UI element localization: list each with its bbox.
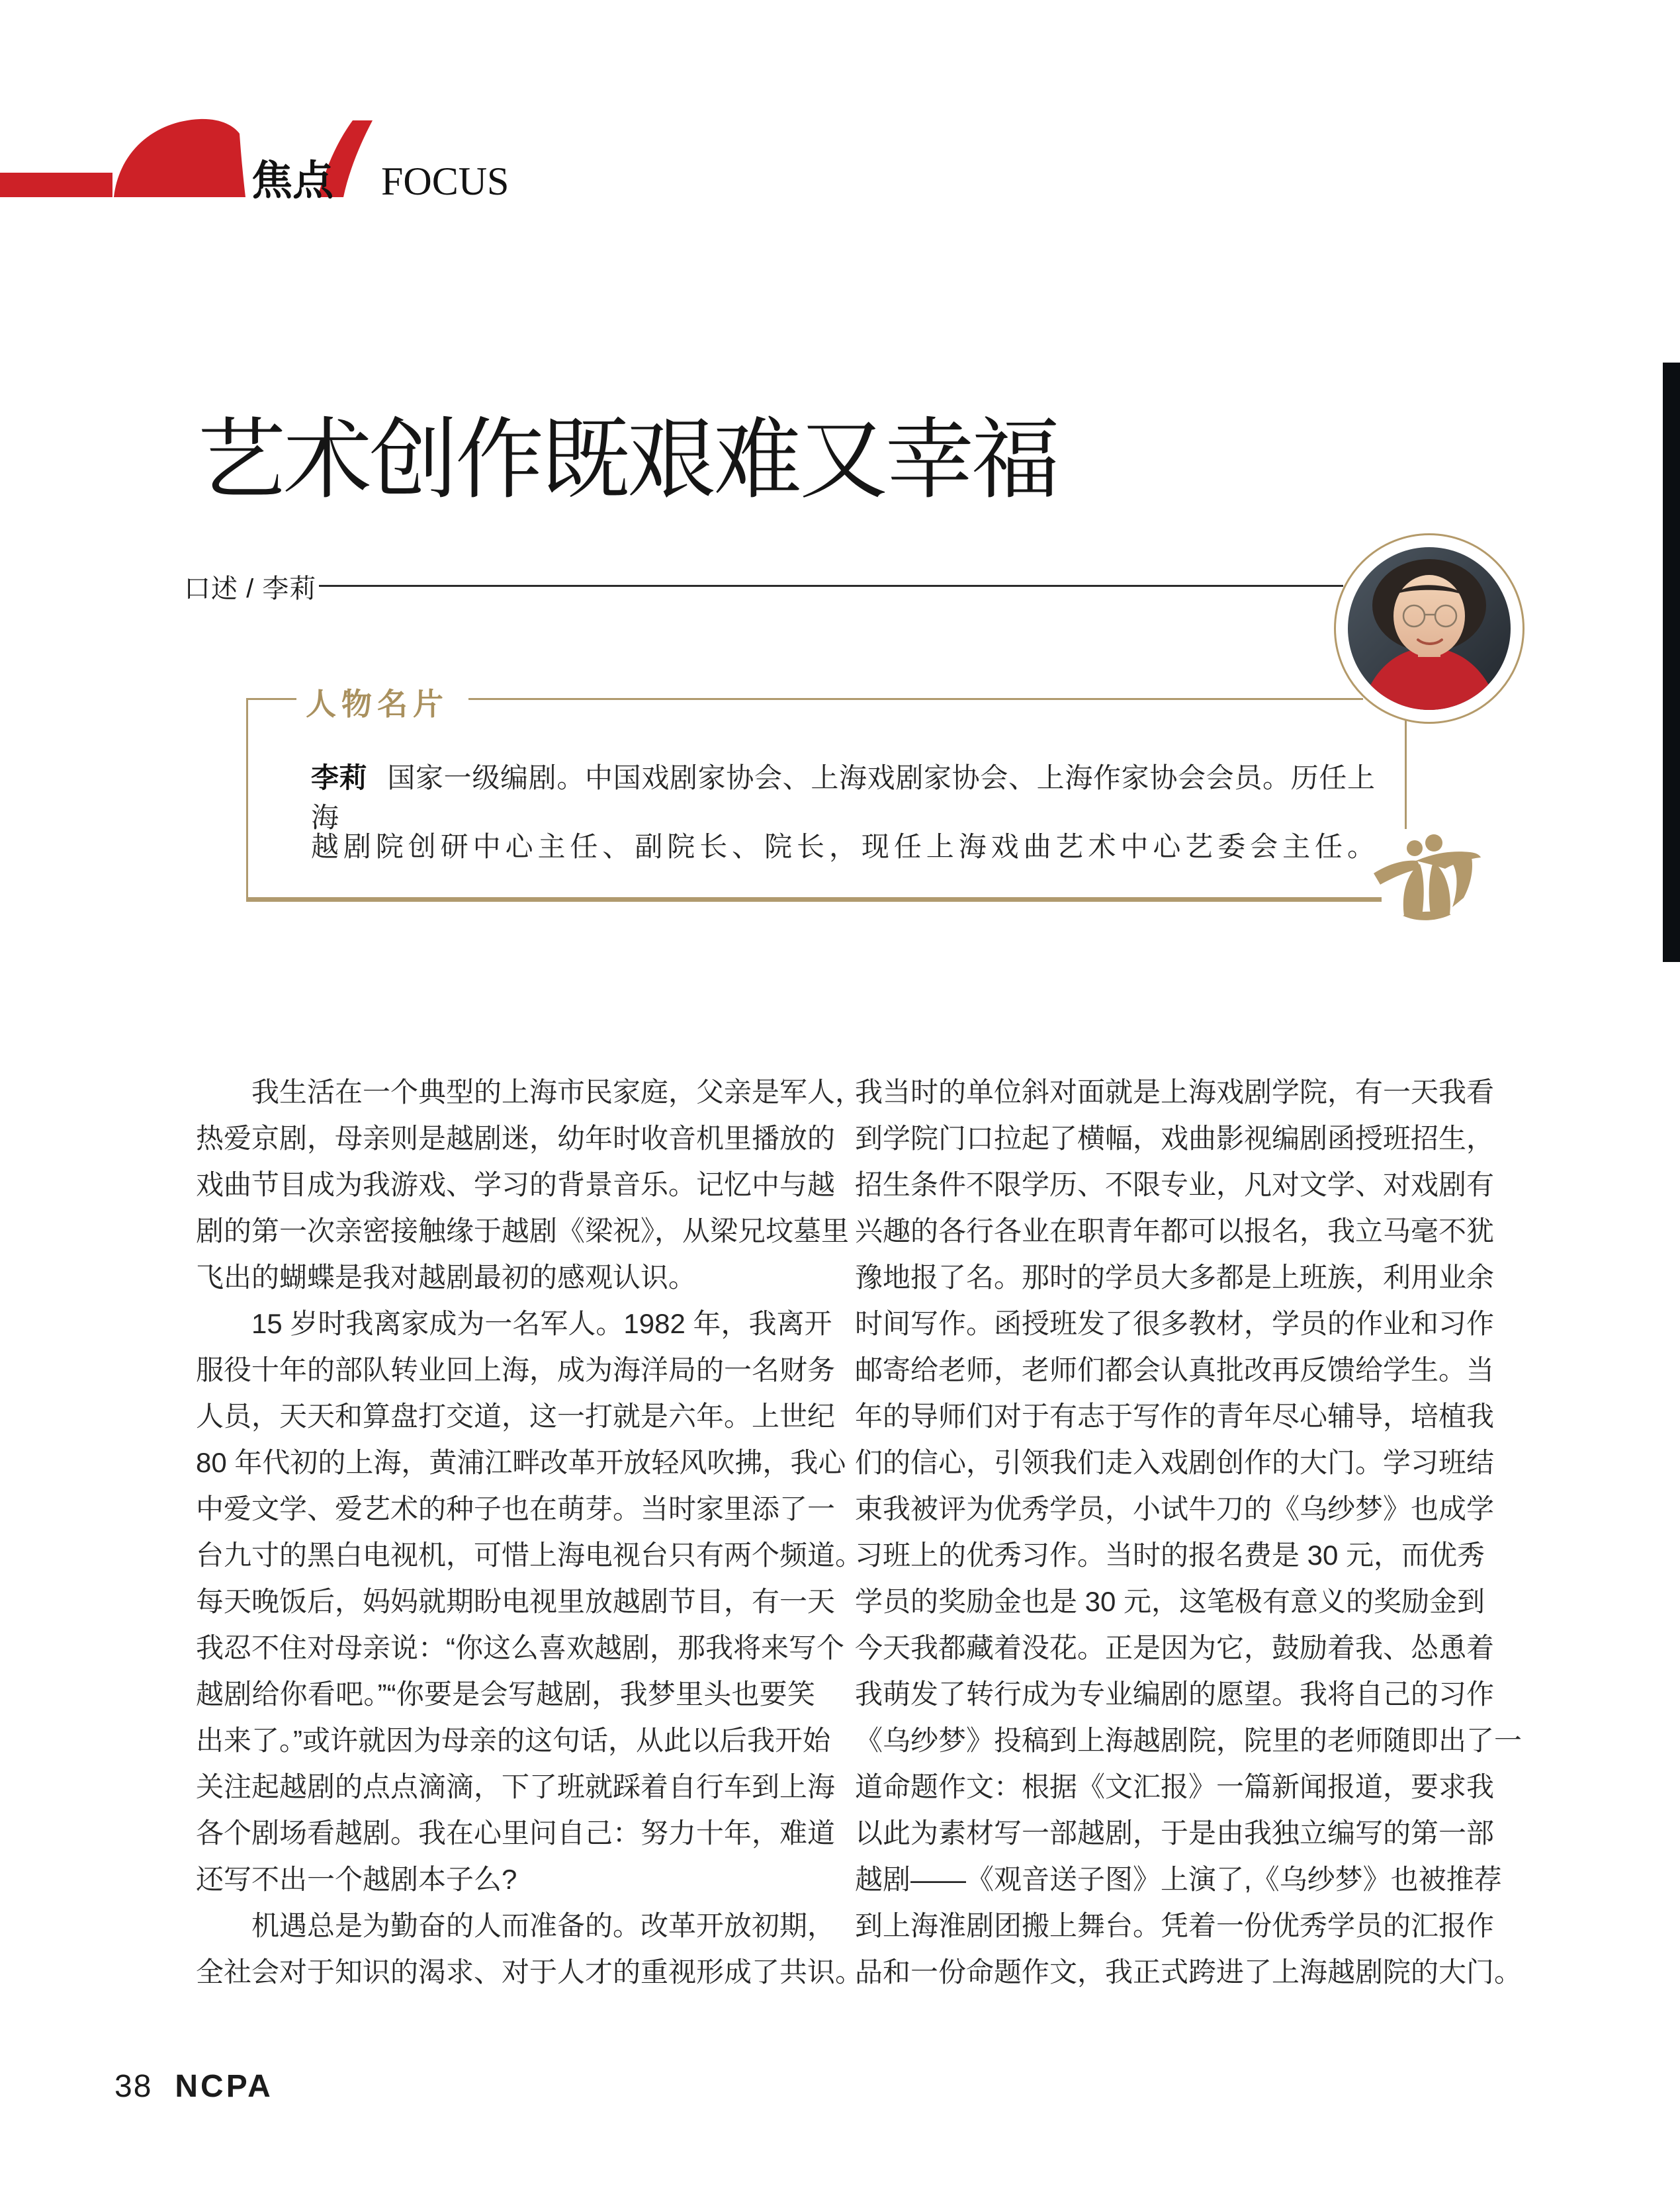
body-text-line: 年的导师们对于有志于写作的青年尽心辅导，培植我 [855, 1401, 1495, 1432]
page-footer [114, 2068, 273, 2105]
body-text-line: 中爱文学、爱艺术的种子也在萌芽。当时家里添了一 [196, 1493, 836, 1524]
body-text-line: 机遇总是为勤奋的人而准备的。改革开放初期， [251, 1910, 836, 1941]
body-text-line: 豫地报了名。那时的学员大多都是上班族，利用业余 [855, 1262, 1495, 1293]
body-column-right [855, 1069, 1523, 1995]
card-left-border [246, 698, 248, 902]
body-text-line: 服役十年的部队转业回上海，成为海洋局的一名财务 [196, 1354, 836, 1385]
woman-portrait-illustration [1348, 547, 1511, 710]
bio-text: 国家一级编剧。中国戏剧家协会、上海戏剧家协会、上海作家协会会员。历任上海 [311, 762, 1375, 833]
section-label-en: FOCUS [381, 159, 509, 203]
card-bottom-border [246, 897, 1382, 902]
portrait-photo [1348, 547, 1511, 710]
body-column-left [196, 1069, 863, 1995]
body-text-line: 出来了。”或许就因为母亲的这句话，从此以后我开始 [196, 1725, 830, 1756]
body-text-line: 到学院门口拉起了横幅，戏曲影视编剧函授班招生， [855, 1123, 1495, 1154]
body-text-line: 们的信心，引领我们走入戏剧创作的大门。学习班结 [855, 1447, 1495, 1478]
card-corner-dash [246, 698, 296, 700]
page-title: 艺术创作既艰难又幸福 [197, 412, 1058, 509]
body-text-line: 束我被评为优秀学员，小试牛刀的《乌纱梦》也成学 [855, 1493, 1495, 1524]
body-text-line: 还写不出一个越剧本子么? [196, 1864, 517, 1895]
journal-name: NCPA [175, 2069, 273, 2104]
card-top-border [468, 698, 1363, 700]
body-text-line: 越剧给你看吧。”“你要是会写越剧，我梦里头也要笑 [196, 1679, 815, 1710]
byline: 口述 / 李莉 [184, 574, 317, 603]
body-text-line: 邮寄给老师，老师们都会认真批改再反馈给学生。当 [855, 1354, 1495, 1385]
body-text-line: 今天我都藏着没花。正是因为它，鼓励着我、怂恿着 [855, 1632, 1495, 1663]
card-right-border [1405, 721, 1407, 829]
body-text-line: 台九寸的黑白电视机，可惜上海电视台只有两个频道。 [196, 1540, 863, 1571]
body-text-line: 80 年代初的上海，黄浦江畔改革开放轻风吹拂，我心 [196, 1447, 846, 1478]
body-text-line: 兴趣的各行各业在职青年都可以报名，我立马毫不犹 [855, 1215, 1495, 1247]
body-text-line: 飞出的蝴蝶是我对越剧最初的感观认识。 [196, 1262, 697, 1293]
body-text-line: 到上海淮剧团搬上舞台。凭着一份优秀学员的汇报作 [855, 1910, 1495, 1941]
focus-section-logo [0, 111, 543, 204]
body-text-line: 我生活在一个典型的上海市民家庭，父亲是军人， [251, 1076, 863, 1108]
body-text-line: 道命题作文：根据《文汇报》一篇新闻报道，要求我 [855, 1771, 1495, 1802]
person-name: 李莉 [311, 762, 368, 793]
body-text-line: 我忍不住对母亲说：“你这么喜欢越剧，那我将来写个 [196, 1632, 844, 1663]
bio-line: 越剧院创研中心主任、副院长、院长，现任上海戏曲艺术中心艺委会主任。 [311, 831, 1375, 862]
body-text-line: 剧的第一次亲密接触缘于越剧《梁祝》，从梁兄坟墓里 [196, 1215, 850, 1247]
body-text-line: 热爱京剧，母亲则是越剧迷，幼年时收音机里播放的 [196, 1123, 836, 1154]
red-arc-icon [114, 119, 245, 197]
dancing-figures-icon [1370, 828, 1485, 924]
body-text-line: 关注起越剧的点点滴滴，下了班就踩着自行车到上海 [196, 1771, 836, 1802]
body-text-line: 招生条件不限学历、不限专业，凡对文学、对戏剧有 [855, 1169, 1495, 1200]
body-text-line: 品和一份命题作文，我正式跨进了上海越剧院的大门。 [855, 1956, 1523, 1988]
body-text-line: 习班上的优秀习作。当时的报名费是 30 元，而优秀 [855, 1540, 1485, 1571]
body-text-line: 每天晚饭后，妈妈就期盼电视里放越剧节目，有一天 [196, 1586, 836, 1617]
body-text-line: 以此为素材写一部越剧，于是由我独立编写的第一部 [855, 1817, 1495, 1849]
body-text-line: 时间写作。函授班发了很多教材，学员的作业和习作 [855, 1308, 1495, 1339]
body-text-line: 我萌发了转行成为专业编剧的愿望。我将自己的习作 [855, 1679, 1495, 1710]
body-text-line: 全社会对于知识的渴求、对于人才的重视形成了共识。 [196, 1956, 863, 1988]
body-text-line: 越剧——《观音送子图》上演了,《乌纱梦》也被推荐 [855, 1864, 1502, 1895]
body-text-line: 我当时的单位斜对面就是上海戏剧学院，有一天我看 [855, 1076, 1495, 1108]
adjacent-page-photo-edge [1663, 363, 1680, 962]
section-label-zh: 焦点 [251, 158, 334, 204]
red-bar [0, 173, 112, 197]
body-text-line: 戏曲节目成为我游戏、学习的背景音乐。记忆中与越 [196, 1169, 836, 1200]
body-text-line: 15 岁时我离家成为一名军人。1982 年，我离开 [251, 1308, 832, 1339]
page-number: 38 [114, 2069, 153, 2104]
bio-line [311, 758, 1375, 833]
body-text-line: 《乌纱梦》投稿到上海越剧院，院里的老师随即出了一 [855, 1725, 1523, 1756]
byline-rule [319, 585, 1343, 587]
profile-card-heading: 人物名片 [306, 687, 449, 721]
body-text-line: 人员，天天和算盘打交道，这一打就是六年。上世纪 [196, 1401, 836, 1432]
body-text-line: 学员的奖励金也是 30 元，这笔极有意义的奖励金到 [855, 1586, 1485, 1617]
body-text-line: 各个剧场看越剧。我在心里问自己：努力十年，难道 [196, 1817, 836, 1849]
